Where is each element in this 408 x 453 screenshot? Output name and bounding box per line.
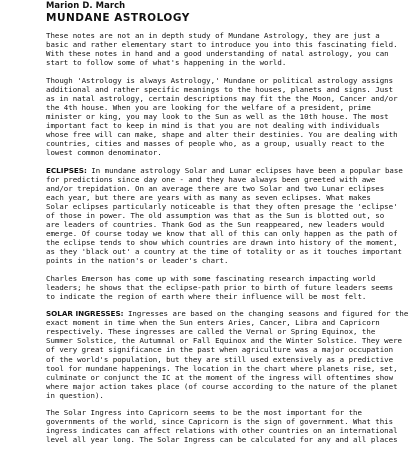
text-line: whose free will can make, shape and alter their destinies. You are dealing with [46,130,402,139]
text-line: each year, but there are years with as many as seven eclipses. What makes [46,193,402,202]
text-line: for predictions since day one - and they have always been greeted with awe [46,175,402,184]
text-line: tool for mundane happenings. The location in the chart where planets rise, set, [46,364,402,373]
section-heading-solar-ingresses: SOLAR INGRESSES: [46,309,124,318]
text-line: These notes are not an in depth study of Mundane Astrology, they are just a [46,31,402,40]
text-line: Though 'Astrology is always Astrology,' Mundane or political astrology assigns [46,76,402,85]
text-line: important fact to keep in mind is that you are not dealing with individuals [46,121,402,130]
text-line: where major action takes place (of course according to the nature of the planet [46,382,402,391]
text-line: Summer Solstice, the Autumnal or Fall Equinox and the Winter Solstice. They were [46,336,402,345]
text-line: start to follow some of what's happening in the world. [46,58,402,67]
paragraph-intro [46,31,402,67]
text-line: in question). [46,391,402,400]
text-line: ingress indicates can affect relations with other countries on an international [46,426,402,435]
text-line: respectively. These ingresses are called the Vernal or Spring Equinox, the [46,327,402,336]
text-line: basic and rather elementary start to introduce you into this fascinating field. [46,40,402,49]
text-line: minister or king, you may look to the Sun as well as the 10th house. The most [46,112,402,121]
text-line: culminate or conjunct the IC at the moment of the ingress will oftentimes show [46,373,402,382]
text-line: of those in power. The old assumption was that as the Sun is blotted out, so [46,211,402,220]
text-line: of the world's population, but they are still used extensively as a predictive [46,355,402,364]
paragraph-astrology-meanings [46,76,402,157]
text-line: additional and rather specific meanings to the houses, planets and signs. Just [46,85,402,94]
paragraph-capricorn-ingress [46,408,402,444]
text-line: as in natal astrology, certain descriptions may fit the the Moon, Cancer and/or [46,94,402,103]
text-line [46,166,402,175]
author-name: Marion D. March [46,0,125,10]
text-line: of very great significance in the past when agriculture was a major occupation [46,345,402,354]
document-body [46,31,402,453]
text-line: Solar eclipses particularly noticeable is that they often presage the 'eclipse' [46,202,402,211]
text-line: Charles Emerson has come up with some fascinating research impacting world [46,274,402,283]
text-run: Ingresses are based on the changing seasons and figured for the [124,309,408,318]
text-line: the 4th house. When you are looking for the welfare of a president, prime [46,103,402,112]
text-line [46,309,402,318]
text-line: the eclipse tends to show which countries are drawn into history of the moment, [46,238,402,247]
text-line: points in the nation's or leader's chart. [46,256,402,265]
paragraph-emerson [46,274,402,301]
text-line: governments of the world, since Capricorn is the sign of government. What this [46,417,402,426]
text-line: lowest common denominator. [46,148,402,157]
paragraph-solar-ingresses [46,309,402,399]
section-heading-eclipses: ECLIPSES: [46,166,87,175]
text-line: to indicate the region of earth where their influence will be most felt. [46,292,402,301]
text-line: exact moment in time when the Sun enters Aries, Cancer, Libra and Capricorn [46,318,402,327]
text-line: level all year long. The Solar Ingress can be calculated for any and all places [46,435,402,444]
text-line: countries, cities and masses of people who, as a group, usually react to the [46,139,402,148]
text-line: The Solar Ingress into Capricorn seems to be the most important for the [46,408,402,417]
text-line: are leaders of countries. Thank God as the Sun reappeared, new leaders would [46,220,402,229]
text-line: as they 'black out' a country at the time of totality or as it touches important [46,247,402,256]
text-line: leaders; he shows that the eclipse-path prior to birth of future leaders seems [46,283,402,292]
document-title: MUNDANE ASTROLOGY [46,12,190,24]
text-line: and/or trepidation. On an average there are two Solar and two Lunar eclipses [46,184,402,193]
text-run: In mundane astrology Solar and Lunar eclipses have been a popular base [87,166,403,175]
text-line: With these notes in hand and a good understanding of natal astrology, you can [46,49,402,58]
paragraph-eclipses [46,166,402,266]
text-line: emerge. Of course today we know that all of this can only happen as the path of [46,229,402,238]
